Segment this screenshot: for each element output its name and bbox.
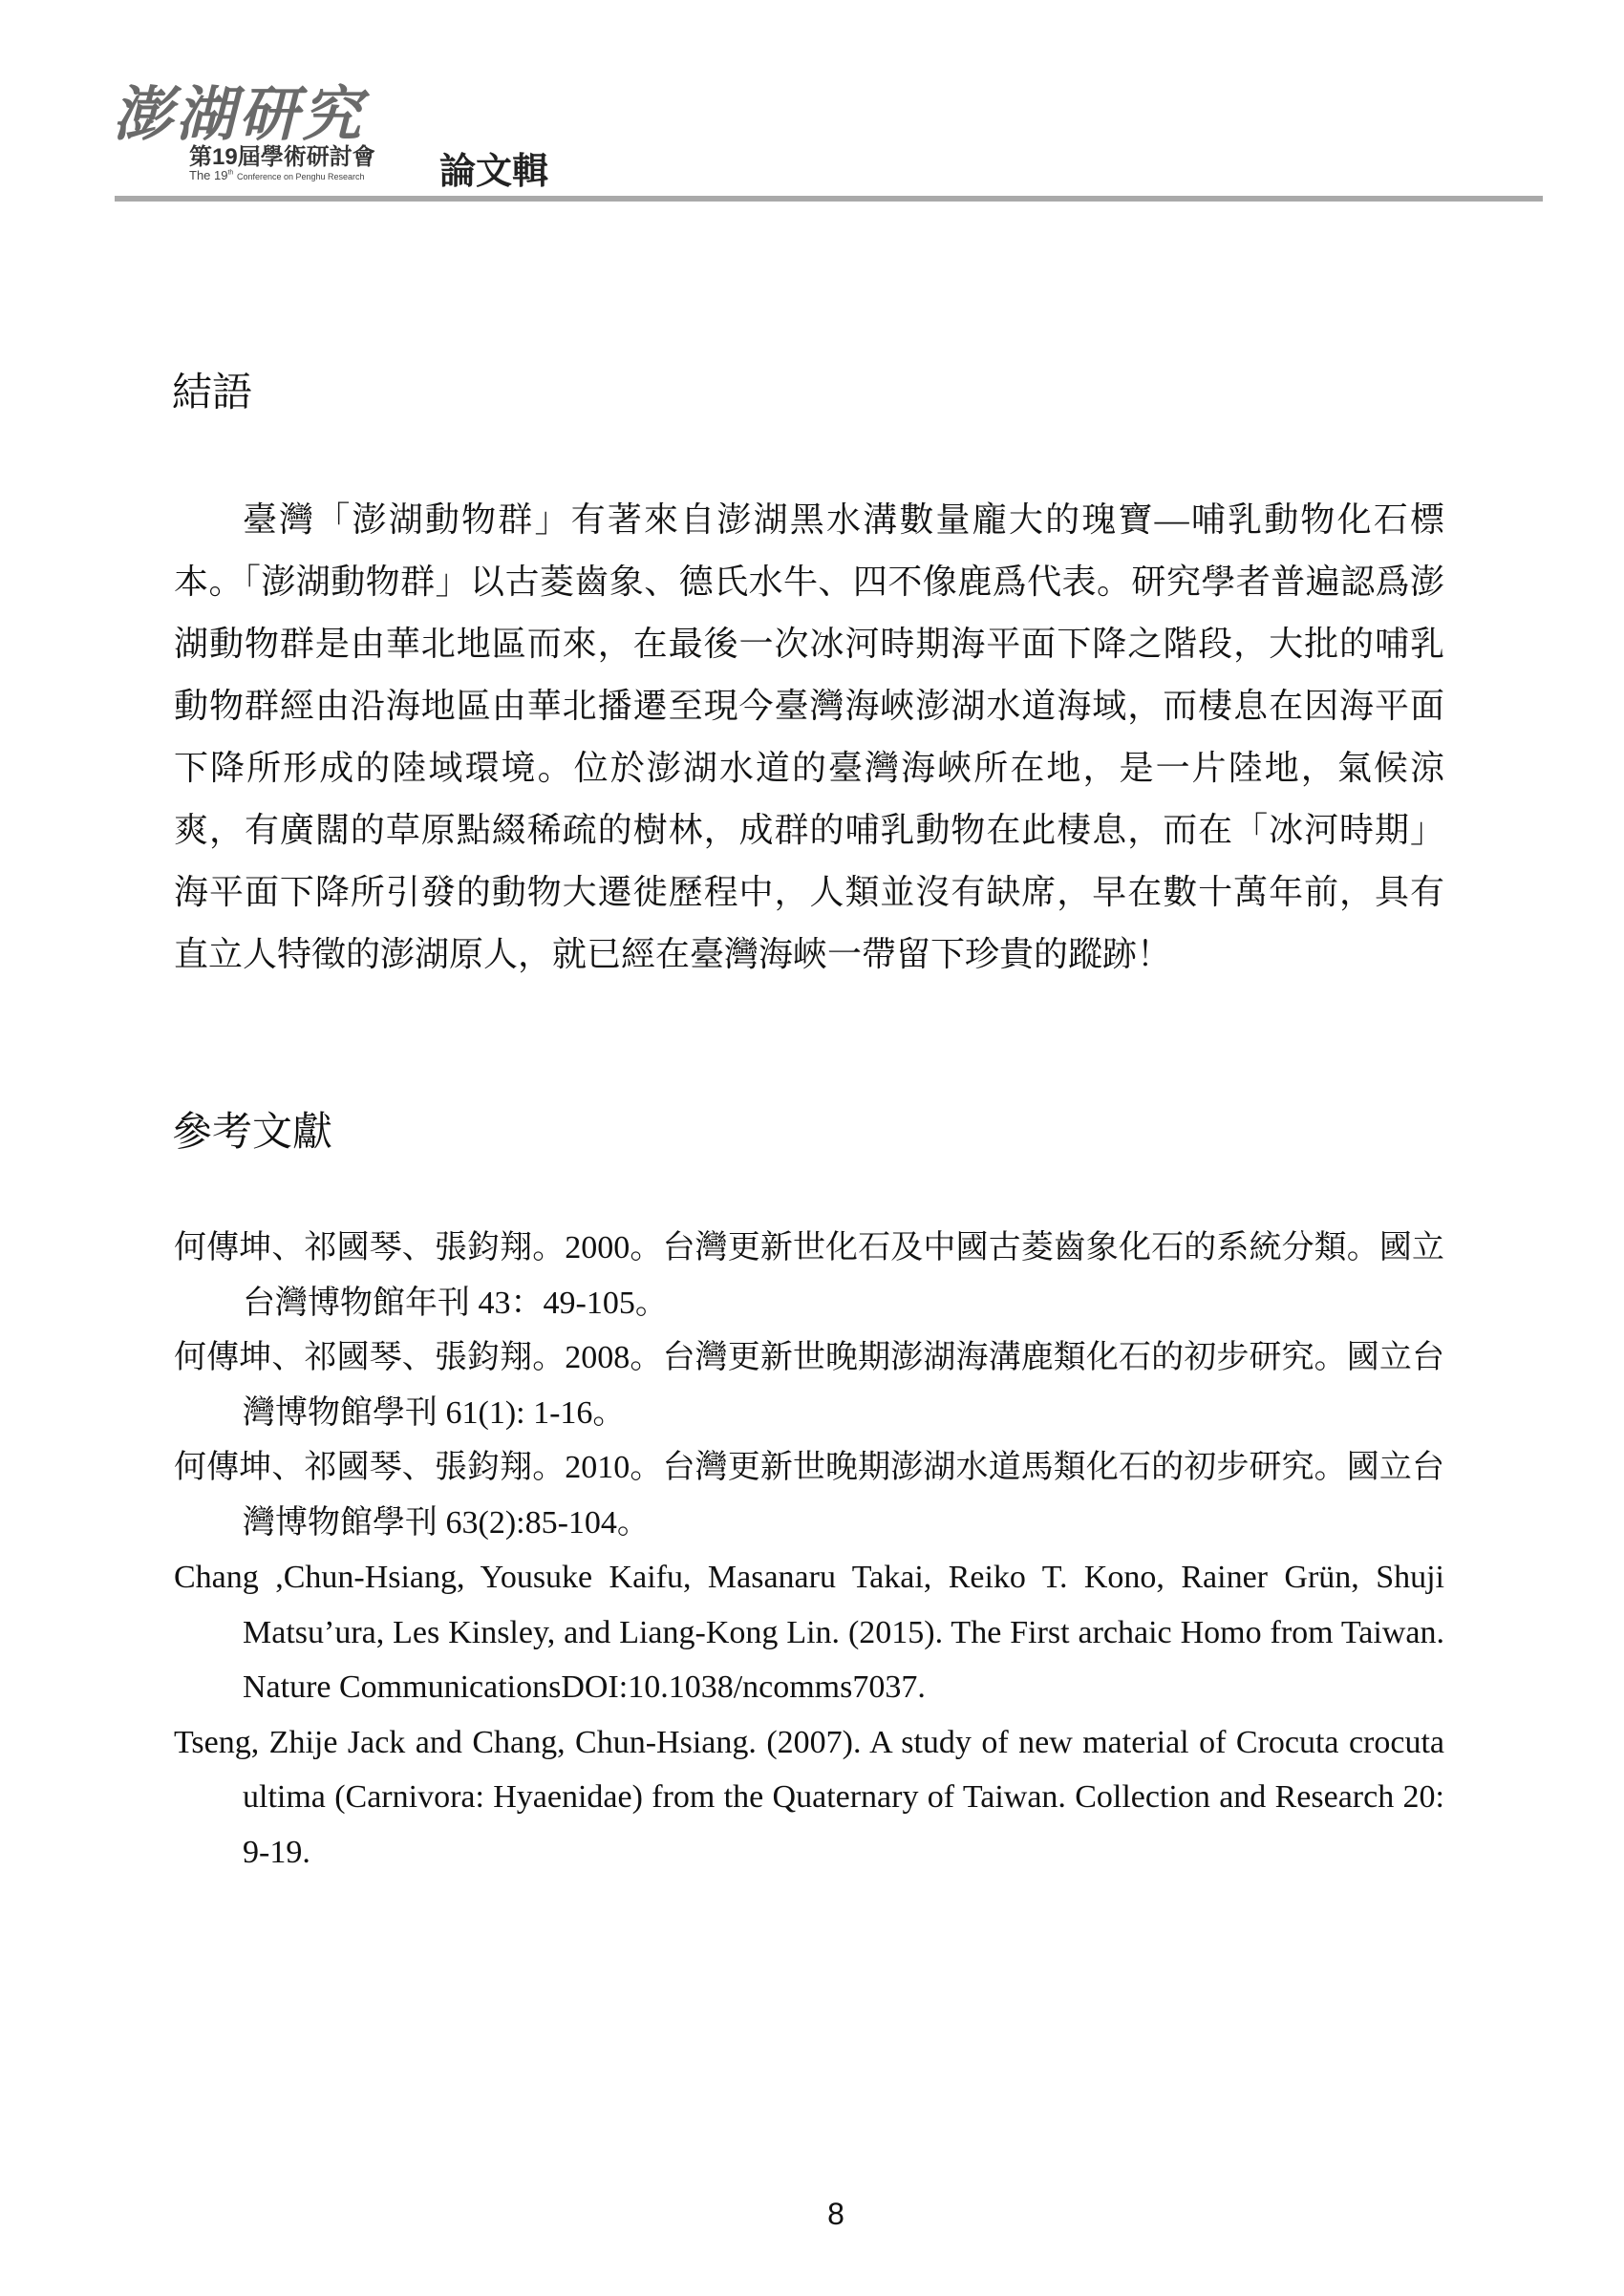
conclusion-paragraph: 臺灣「澎湖動物群」有著來自澎湖黑水溝數量龐大的瑰寶—哺乳動物化石標本。「澎湖動物群」以古菱齒象、德氏水牛、四不像鹿爲代表。研究學者普遍認爲澎湖動物群是由華北地區而來，在最後一次冰河時期海平面下降之階段，大批的哺乳動物群經由沿海地區由華北播遷至現今臺灣海峽澎湖水道海域，而棲息在因海平面下降所形成的陸域環境。位於澎湖水道的臺灣海峽所在地，是一片陸地，氣候涼爽，有廣闊的草原點綴稀疏的樹林，成群的哺乳動物在此棲息，而在「冰河時期」海平面下降所引發的動物大遷徙歷程中，人類並沒有缺席，早在數十萬年前，具有直立人特徵的澎湖原人，就已經在臺灣海峽一帶留下珍貴的蹤跡！ [174,500,1444,973]
logo-volume: 論文輯 [439,152,549,192]
page-number: 8 [827,2197,844,2231]
logo-english-sup: th [227,169,234,177]
logo-english-suffix: Conference on Penghu Research [236,172,365,181]
references-list [174,1221,1444,1880]
reference-item: 何傳坤、祁國琴、張鈞翔。2008。台灣更新世晚期澎湖海溝鹿類化石的初步研究。國立台灣博物館學刊 61(1): 1-16。 [174,1340,1444,1431]
logo-english-prefix: The 19 [189,168,228,182]
logo-title: 澎湖研究 [113,79,366,149]
reference-item: 何傳坤、祁國琴、張鈞翔。2000。台灣更新世化石及中國古菱齒象化石的系統分類。國立台灣博物館年刊 43：49-105。 [174,1230,1444,1321]
reference-item: Tseng, Zhije Jack and Chang, Chun-Hsiang. (2007). A study of new material of Crocuta crocuta ultima (Carnivora: Hyaenidae) from the Quaternary of Taiwan. Collection and Research 20: 9-19. [174,1724,1444,1870]
conclusion-heading: 結語 [172,372,253,415]
logo-english [189,168,365,182]
logo-subtitle: 第19屆學術研討會 [189,144,375,170]
reference-item: Chang ,Chun-Hsiang, Yousuke Kaifu, Masanaru Takai, Reiko T. Kono, Rainer Grün, Shuji Matsu’ura, Les Kinsley, and Liang-Kong Lin. (2015). The First archaic Homo from Taiwan. Nature CommunicationsDOI:10.1038/ncomms7037. [174,1560,1444,1705]
references-heading: 參考文獻 [172,1111,333,1155]
reference-item: 何傳坤、祁國琴、張鈞翔。2010。台灣更新世晚期澎湖水道馬類化石的初步研究。國立台灣博物館學刊 63(2):85-104。 [174,1450,1444,1541]
conference-logo [113,67,609,191]
header-rule [115,196,1543,202]
